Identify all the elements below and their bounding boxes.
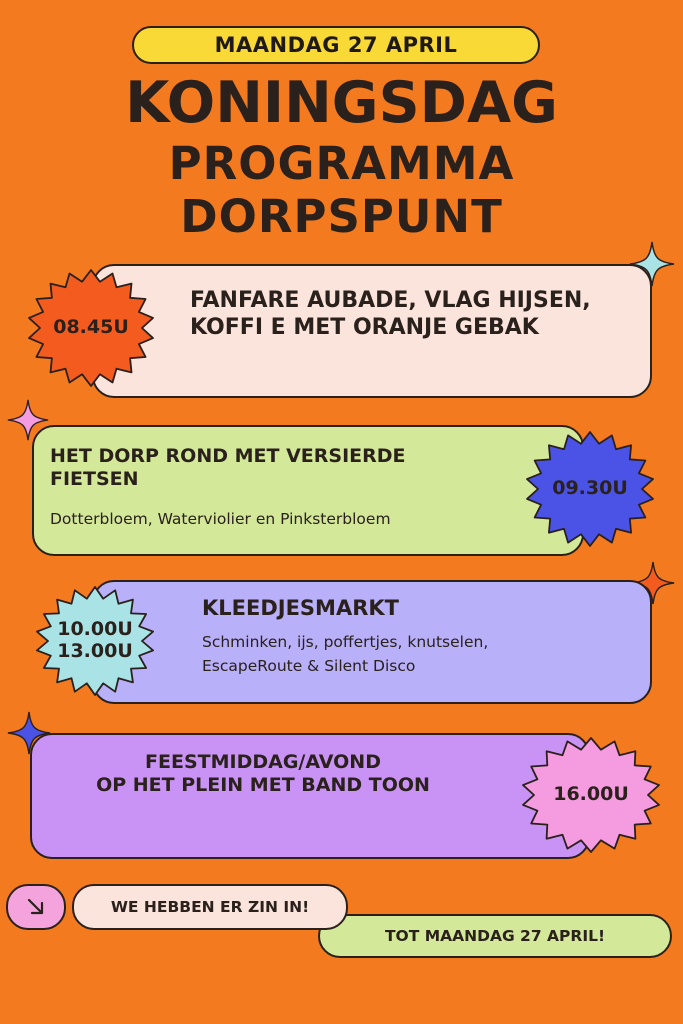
program-card-fietsen bbox=[32, 425, 584, 556]
program-heading-kleedjesmarkt: KLEEDJESMARKT bbox=[202, 596, 399, 620]
slogan-text: WE HEBBEN ER ZIN IN! bbox=[110, 898, 310, 916]
time-label-1600: 16.00U bbox=[553, 783, 629, 806]
program-detail-kleedjesmarkt bbox=[202, 630, 488, 678]
heading-line-2: OP HET PLEIN MET BAND TOON bbox=[96, 774, 430, 797]
time-badge-1000-1300 bbox=[34, 585, 156, 697]
arrow-down-right-icon bbox=[25, 896, 47, 918]
detail-line-1: Schminken, ijs, poffertjes, knutselen, bbox=[202, 633, 489, 651]
program-heading-aubade: FANFARE AUBADE, VLAG HIJSEN, KOFFI E MET ORANJE GEBAK bbox=[190, 288, 591, 340]
date-label: MAANDAG 27 APRIL bbox=[214, 33, 458, 57]
title-koningsdag: KONINGSDAG bbox=[125, 70, 558, 136]
detail-line-2: EscapeRoute & Silent Disco bbox=[202, 657, 416, 676]
program-card-aubade bbox=[92, 264, 652, 398]
title-programma: PROGRAMMA bbox=[168, 137, 515, 190]
slogan-pill bbox=[72, 884, 348, 930]
program-heading-feestmiddag bbox=[48, 751, 478, 797]
time-label-1300: 13.00U bbox=[57, 640, 133, 662]
program-card-feestmiddag bbox=[30, 733, 590, 859]
time-label-0845: 08.45U bbox=[53, 316, 129, 339]
arrow-button bbox=[6, 884, 66, 930]
program-card-kleedjesmarkt bbox=[92, 580, 652, 704]
time-badge-0845 bbox=[26, 268, 156, 388]
date-pill bbox=[132, 26, 540, 64]
program-detail-fietsen: Dotterbloem, Waterviolier en Pinksterbloem bbox=[50, 510, 391, 528]
time-badge-1600 bbox=[520, 736, 662, 854]
title-dorpspunt: DORPSPUNT bbox=[180, 190, 503, 243]
time-label-1000: 10.00U bbox=[57, 618, 133, 641]
time-label-0930: 09.30U bbox=[552, 477, 628, 500]
heading-line-1: FEESTMIDDAG/AVOND bbox=[145, 751, 381, 773]
closing-pill bbox=[318, 914, 672, 958]
time-badge-0930 bbox=[524, 430, 656, 548]
closing-text: TOT MAANDAG 27 APRIL! bbox=[384, 927, 606, 945]
program-heading-fietsen: HET DORP ROND MET VERSIERDE FIETSEN bbox=[50, 445, 406, 491]
